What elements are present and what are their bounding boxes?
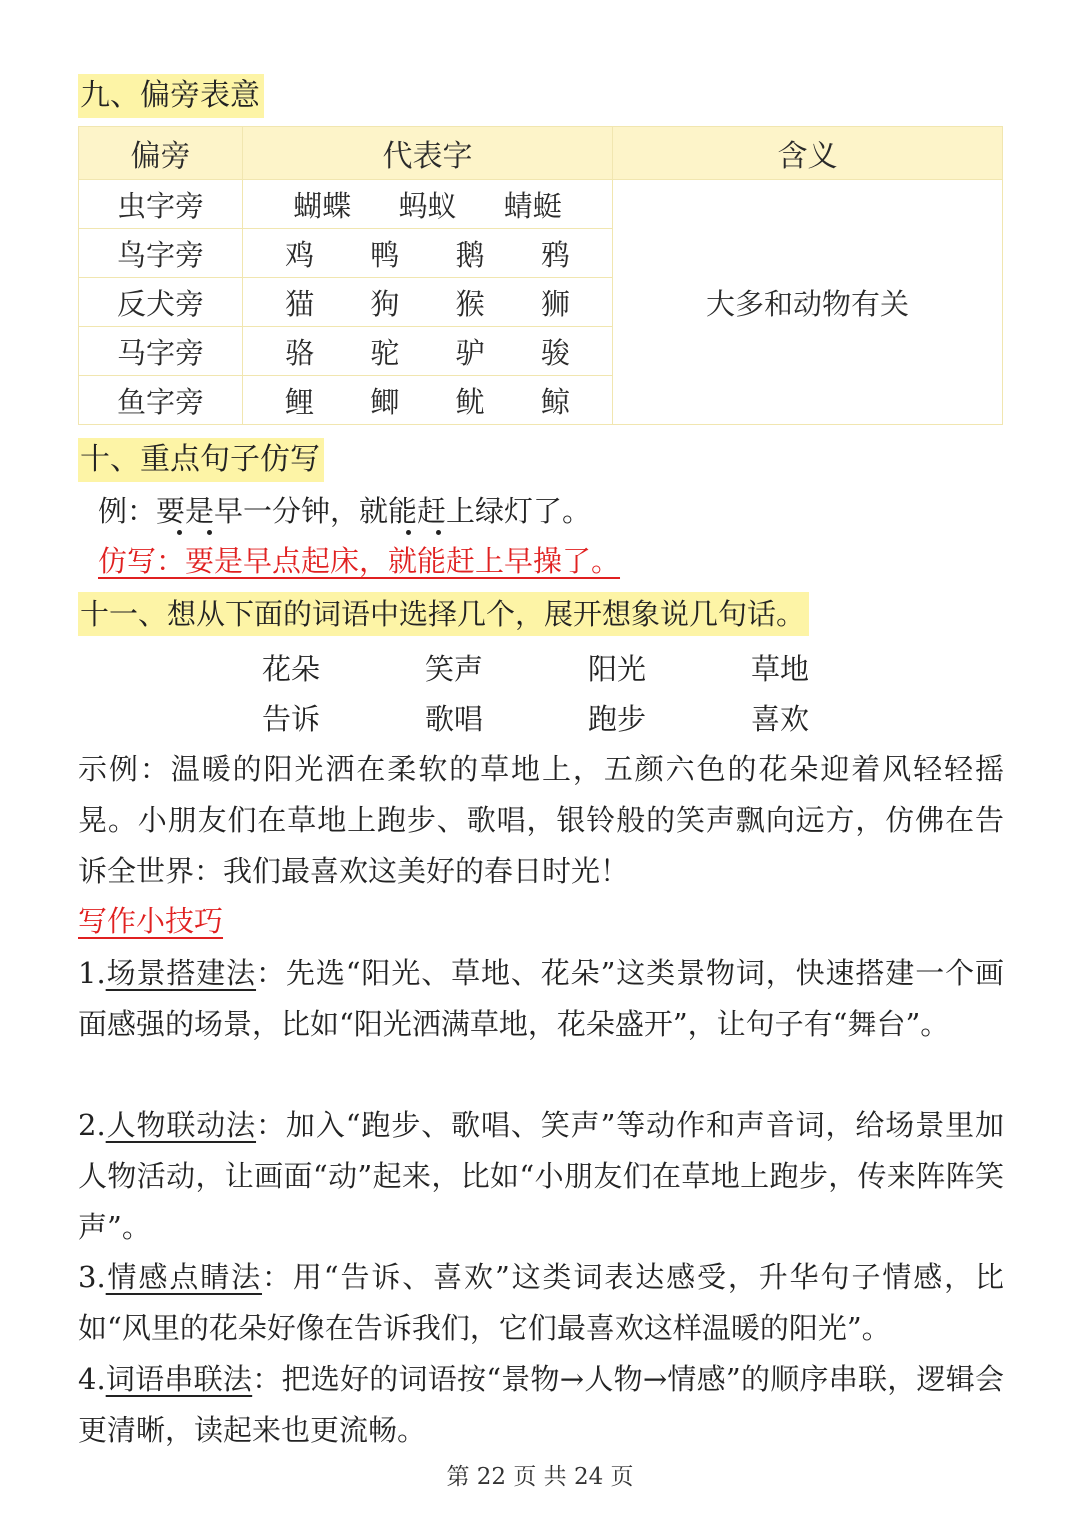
radical-table: [78, 126, 1003, 425]
table-header-row: [79, 127, 1003, 180]
emphasis-dot: [436, 530, 441, 535]
tip-text: ：先选“阳光、草地、花朵”这类景物词，快速搭建一个画面感强的场景，比如“阳光洒满草地，花朵盛开”，让句子有“舞台”。: [78, 956, 1004, 1041]
meaning-cell: 大多和动物有关: [613, 180, 1003, 425]
emphasis-dot: [177, 530, 182, 535]
tip-text: ：用“告诉、喜欢”这类词表达感受，升华句子情感，比如“风里的花朵好像在告诉我们，它们最喜欢这样温暖的阳光”。: [78, 1260, 1004, 1345]
example-sentence: 例：要是早一分钟，就能赶上绿灯了。: [98, 494, 592, 528]
char-word: 猫: [285, 286, 315, 321]
emphasis-dot: [207, 530, 212, 535]
char-word: 鸦: [540, 237, 570, 272]
char-word: 驼: [370, 335, 400, 370]
word-item: 歌唱: [425, 702, 484, 736]
tip-text: ：把选好的词语按“景物→人物→情感”的顺序串联，逻辑会更清晰，读起来也更流畅。: [78, 1362, 1004, 1447]
section-9-heading: 九、偏旁表意: [78, 74, 264, 118]
word-item: 草地: [751, 652, 810, 686]
tip-item: [78, 948, 1004, 1050]
word-list-row: [262, 644, 914, 694]
header-meaning: 含义: [613, 127, 1003, 180]
tip-number: 1.: [78, 956, 106, 990]
page-footer: 第 22 页 共 24 页: [446, 1464, 634, 1490]
word-item: 喜欢: [751, 702, 810, 736]
word-item: 跑步: [588, 702, 647, 736]
word-list-row: [262, 694, 914, 744]
char-word: 鸡: [285, 237, 315, 272]
char-word: 蚂蚁: [398, 188, 457, 223]
char-word: 骏: [540, 335, 570, 370]
word-item: 笑声: [425, 652, 484, 686]
imitation-sentence: 仿写：要是早点起床，就能赶上早操了。: [98, 544, 621, 578]
char-word: 鸭: [370, 237, 400, 272]
tip-number: 4.: [78, 1362, 106, 1396]
emphasis-dot: [406, 530, 411, 535]
word-item: 花朵: [262, 652, 321, 686]
tip-text: ：加入“跑步、歌唱、笑声”等动作和声音词，给场景里加人物活动，让画面“动”起来，比如“小朋友们在草地上跑步，传来阵阵笑声”。: [78, 1108, 1004, 1244]
chars-cell: [243, 229, 613, 278]
char-word: 鲫: [370, 384, 400, 419]
char-word: 骆: [285, 335, 315, 370]
radical-cell: 鸟字旁: [79, 229, 243, 278]
char-word: 狮: [540, 286, 570, 321]
tip-name: 词语串联法: [105, 1362, 253, 1396]
char-word: 鲸: [540, 384, 570, 419]
tip-number: 3.: [78, 1260, 106, 1294]
tip-item: [78, 1354, 1004, 1456]
chars-cell: [243, 327, 613, 376]
tip-name: 情感点睛法: [105, 1260, 263, 1294]
char-word: 鲤: [285, 384, 315, 419]
chars-cell: [243, 278, 613, 327]
chars-cell: [243, 376, 613, 425]
tip-item: [78, 1252, 1004, 1354]
section-11-heading: 十一、想从下面的词语中选择几个，展开想象说几句话。: [78, 592, 809, 636]
chars-cell: [243, 180, 613, 229]
radical-cell: 马字旁: [79, 327, 243, 376]
char-word: 鹅: [455, 237, 485, 272]
tip-name: 场景搭建法: [105, 956, 257, 990]
char-word: 鱿: [455, 384, 485, 419]
char-word: 蝴蝶: [293, 188, 352, 223]
section-10-heading: 十、重点句子仿写: [78, 438, 324, 482]
writing-tips-title: 写作小技巧: [78, 904, 224, 938]
radical-cell: 鱼字旁: [79, 376, 243, 425]
word-item: 告诉: [262, 702, 321, 736]
char-word: 狗: [370, 286, 400, 321]
char-word: 蜻蜓: [503, 188, 562, 223]
radical-cell: 虫字旁: [79, 180, 243, 229]
word-item: 阳光: [588, 652, 647, 686]
tip-name: 人物联动法: [105, 1108, 257, 1142]
char-word: 猴: [455, 286, 485, 321]
header-chars: 代表字: [243, 127, 613, 180]
sample-paragraph: 示例：温暖的阳光洒在柔软的草地上，五颜六色的花朵迎着风轻轻摇晃。小朋友们在草地上跑步、歌唱，银铃般的笑声飘向远方，仿佛在告诉全世界：我们最喜欢这美好的春日时光！: [78, 752, 1004, 888]
tip-item: [78, 1100, 1004, 1253]
header-radical: 偏旁: [79, 127, 243, 180]
table-row: [79, 180, 1003, 229]
char-word: 驴: [455, 335, 485, 370]
radical-cell: 反犬旁: [79, 278, 243, 327]
tip-number: 2.: [78, 1108, 106, 1142]
